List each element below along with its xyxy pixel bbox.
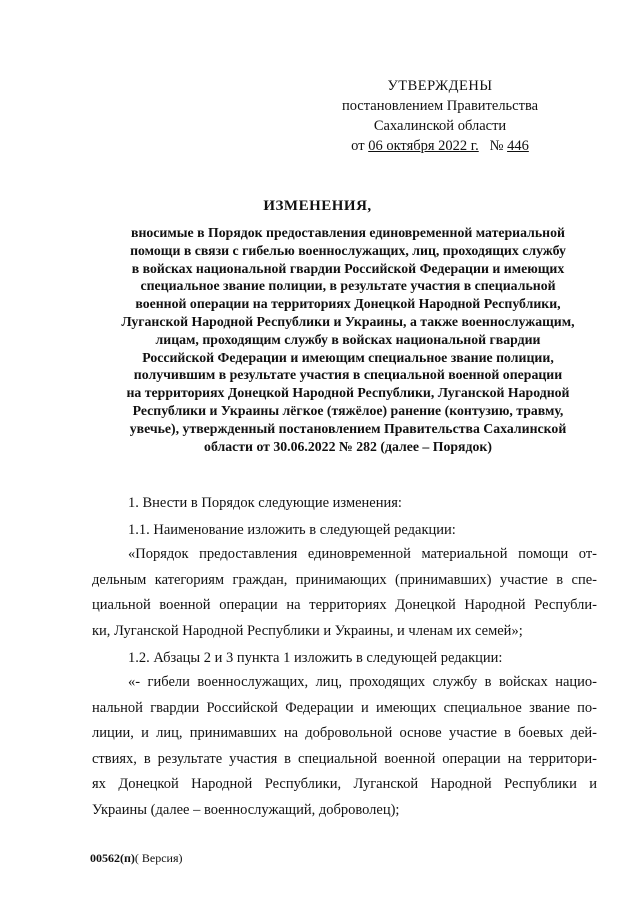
quote-line: лиции, и лиц, принимавших на добровольной основе участие в боевых дей- [92, 725, 597, 741]
document-subtitle [92, 224, 604, 455]
subtitle-line: военной операции на территориях Донецкой Народной Республики, [135, 296, 561, 312]
approval-authority: постановлением Правительства [341, 98, 539, 114]
approval-region: Сахалинской области [373, 118, 507, 134]
approval-date-line [320, 136, 560, 156]
quoted-title-block [92, 542, 597, 644]
document-code: 00562(п) [90, 851, 135, 865]
approval-heading: УТВЕРЖДЕНЫ [387, 78, 493, 94]
quote-line: ки, Луганской Народной Республики и Украины, и членам их семей»; [92, 622, 523, 639]
subtitle-line: помощи в связи с гибелью военнослужащих, лиц, проходящих службу [130, 242, 566, 258]
subtitle-line: специальное звание полиции, в результате участия в специальной [140, 278, 556, 294]
quote-line: ях Донецкой Народной Республики, Луганской Народной Республики и [92, 776, 597, 792]
document-title: ИЗМЕНЕНИЯ, [263, 198, 372, 214]
subtitle-line: области от 30.06.2022 № 282 (далее – Порядок) [204, 438, 492, 454]
paragraph-1: 1. Внести в Порядок следующие изменения: [128, 495, 402, 511]
subtitle-line: увечье), утвержденный постановлением Правительства Сахалинской [129, 420, 567, 436]
document-footer [90, 851, 183, 866]
document-version: ( Версия) [134, 851, 183, 865]
subtitle-line: Республики и Украины лёгкое (тяжёлое) ранение (контузию, травму, [132, 402, 564, 418]
subtitle-line: вносимые в Порядок предоставления единовременной материальной [131, 225, 565, 240]
quote-line: циальной военной операции на территориях Донецкой Народной Республи- [92, 597, 597, 613]
subtitle-line: Луганской Народной Республики и Украины, а также военнослужащим, [121, 313, 575, 329]
quote-line: «Порядок предоставления единовременной материальной помощи от- [128, 546, 597, 562]
approval-block [320, 76, 560, 156]
quote-line: нальной гвардии Российской Федерации и имеющих специальное звание по- [92, 699, 597, 716]
paragraph-1-1: 1.1. Наименование изложить в следующей редакции: [128, 522, 456, 538]
quote-line: ствиях, в результате участия в специальной военной операции на территори- [92, 750, 597, 767]
quote-line: дельным категориям граждан, принимающих (принимавших) участие в спе- [92, 571, 597, 588]
quote-line: Украины (далее – военнослужащий, доброволец); [92, 801, 400, 818]
subtitle-line: лицам, проходящим службу в войсках национальной гвардии [155, 331, 541, 347]
subtitle-line: получившим в результате участия в специальной военной операции [133, 367, 563, 383]
quote-line: «- гибели военнослужащих, лиц, проходящих службу в войсках нацио- [128, 674, 597, 690]
date-prefix: от [351, 138, 365, 154]
approval-number: 446 [507, 138, 529, 154]
approval-date: 06 октября 2022 г. [368, 138, 479, 154]
quoted-paragraph-block [92, 670, 597, 823]
subtitle-line: на территориях Донецкой Народной Республики, Луганской Народной [126, 385, 570, 401]
number-prefix: № [489, 138, 504, 154]
subtitle-line: Российской Федерации и имеющим специальное звание полиции, [142, 349, 554, 365]
paragraph-1-2: 1.2. Абзацы 2 и 3 пункта 1 изложить в следующей редакции: [128, 650, 503, 666]
subtitle-line: в войсках национальной гвардии Российской Федерации и имеющих [131, 260, 565, 276]
